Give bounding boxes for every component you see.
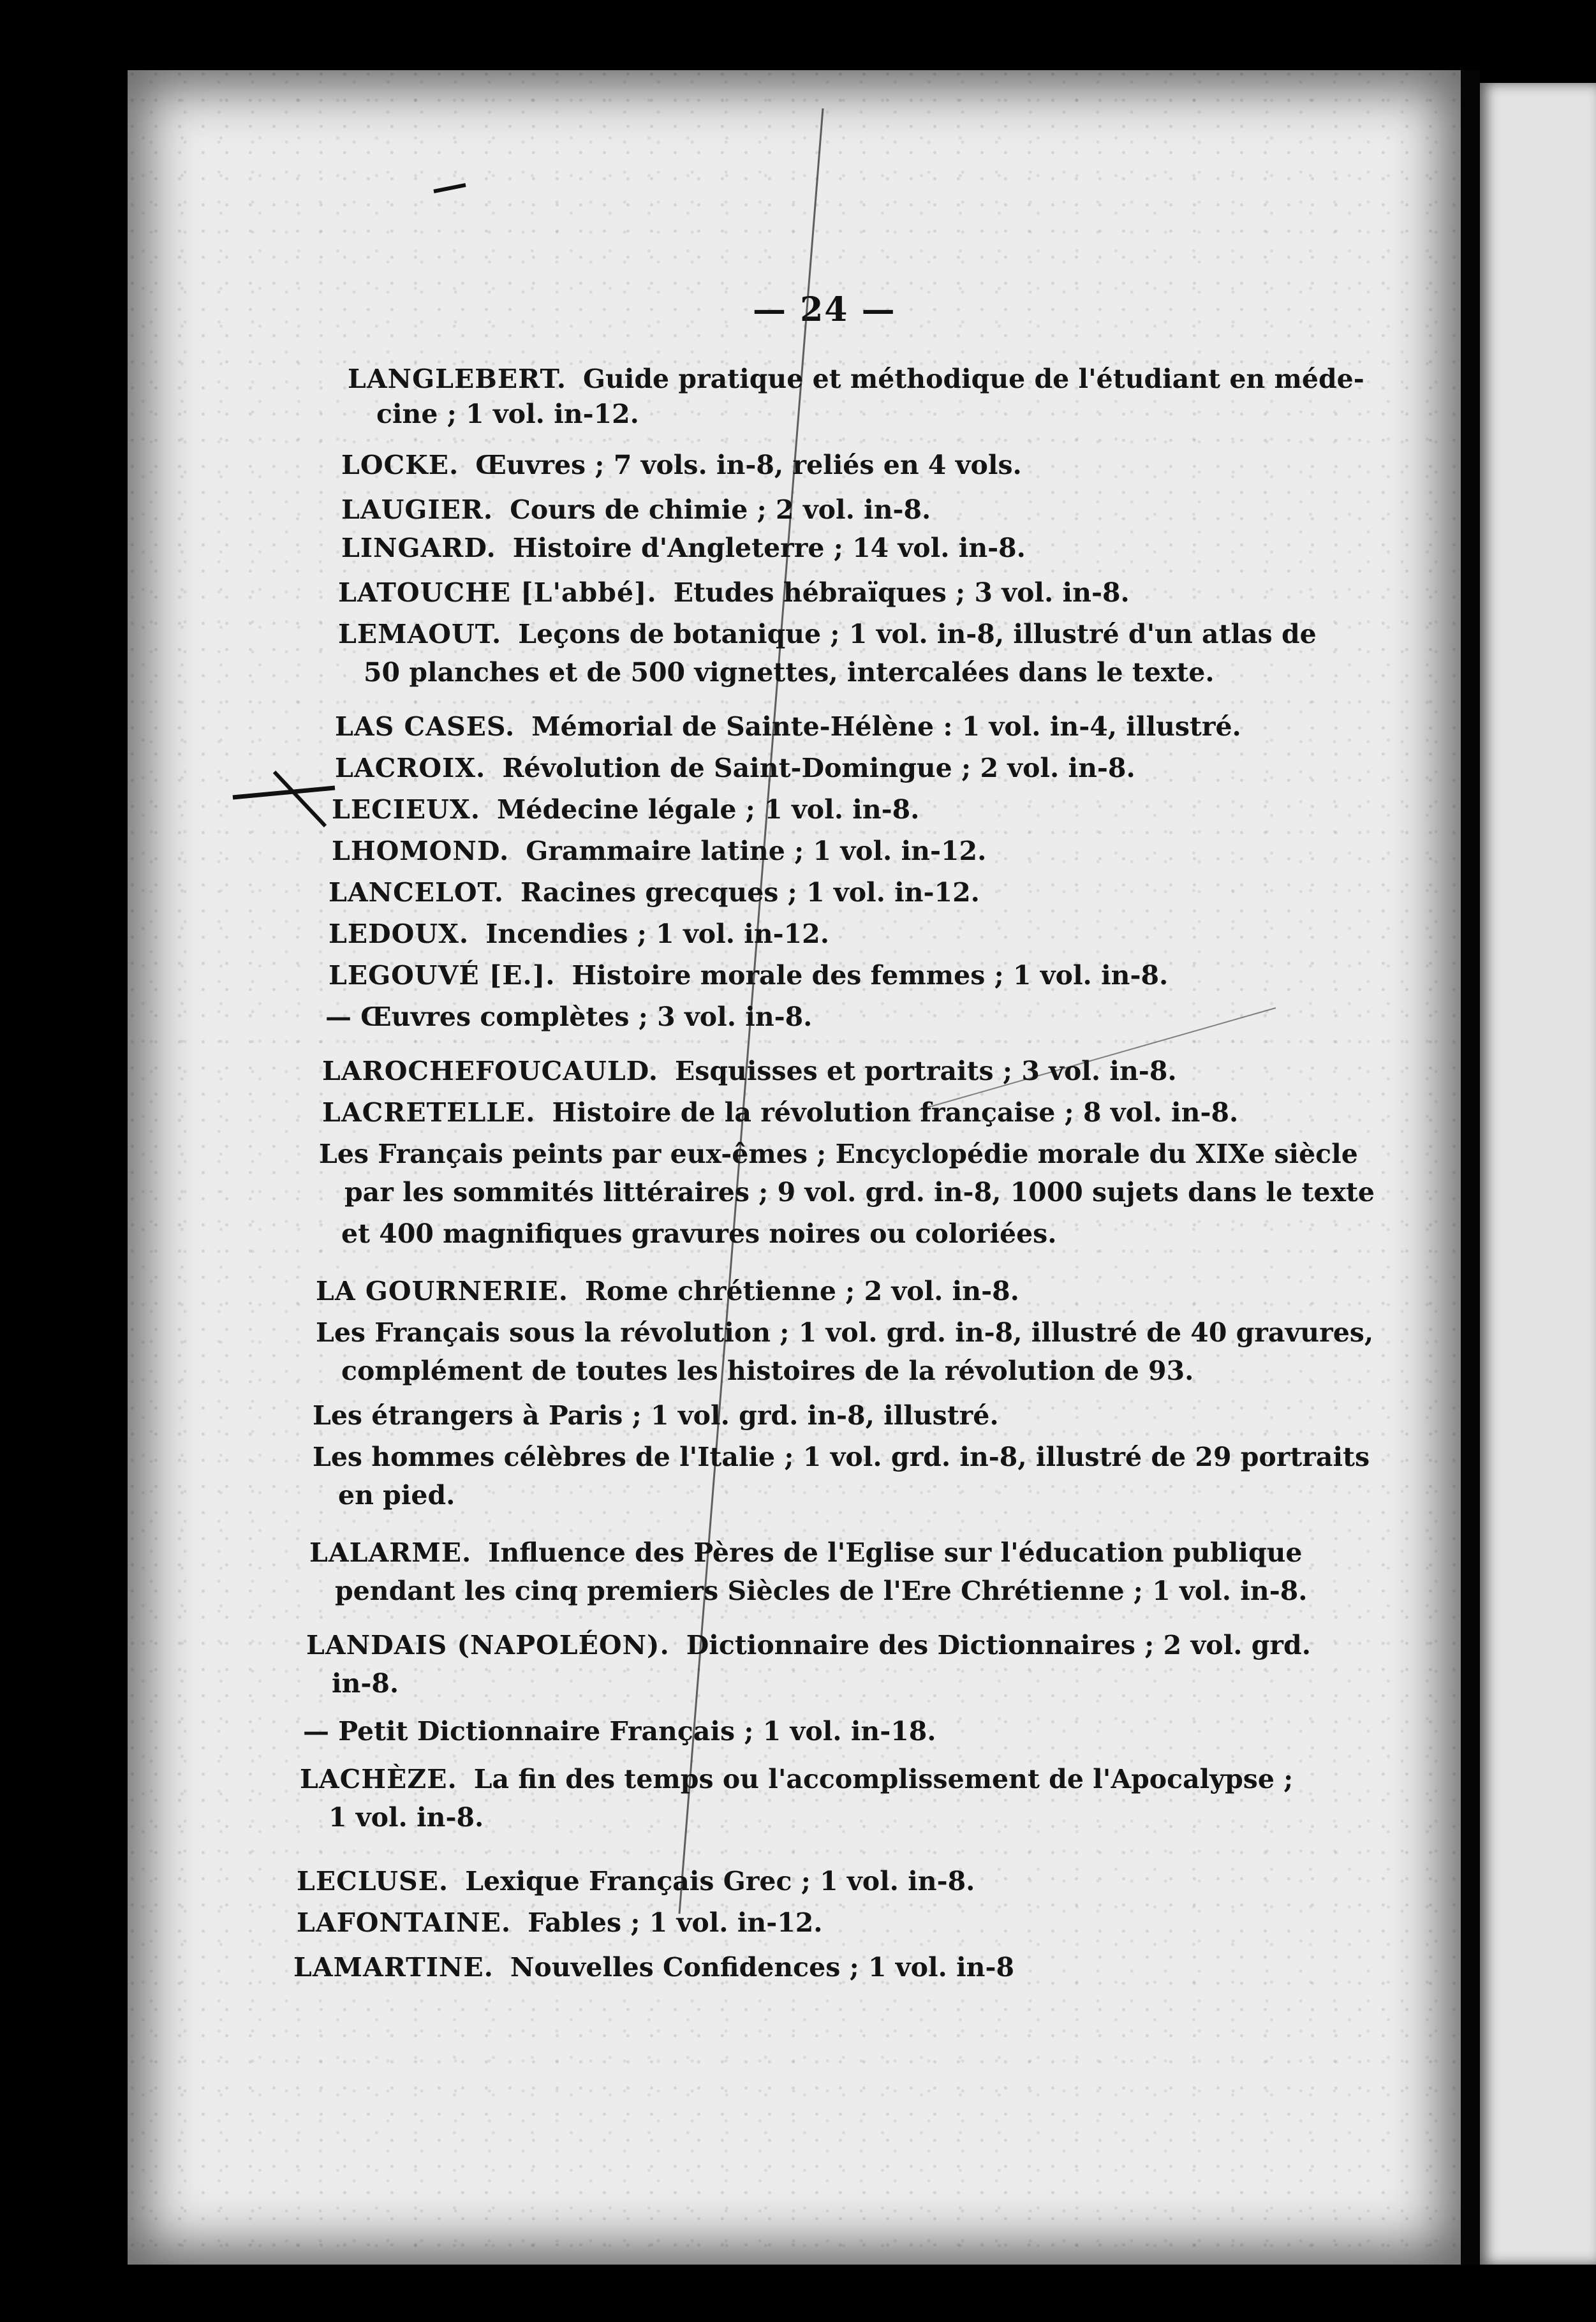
entry-text: Œuvres ; 7 vols. in-8, reliés en 4 vols. bbox=[475, 450, 1022, 480]
entry-latouche bbox=[338, 574, 1130, 611]
entry-lemaout bbox=[338, 616, 1317, 653]
entry-legouve-oeuvres bbox=[325, 998, 812, 1035]
entry-text: Les hommes célèbres de l'Italie ; 1 vol. grd. in-8, illustré de 29 portraits bbox=[313, 1442, 1370, 1472]
entry-text: Les Français sous la révolution ; 1 vol. grd. in-8, illustré de 40 gravures, bbox=[316, 1317, 1374, 1348]
entry-author: LACHÈZE. bbox=[300, 1764, 457, 1794]
entry-text: Grammaire latine ; 1 vol. in-12. bbox=[526, 836, 987, 866]
entry-author: LECLUSE. bbox=[297, 1866, 449, 1897]
entry-author: LACRETELLE. bbox=[322, 1097, 536, 1128]
entry-lancelot bbox=[329, 874, 980, 911]
entry-text: Fables ; 1 vol. in-12. bbox=[528, 1907, 823, 1938]
entry-author: LINGARD. bbox=[341, 533, 496, 563]
entry-text: Les Français peints par eux-êmes ; Encyclopédie morale du XIXe siècle bbox=[319, 1139, 1358, 1169]
entry-ledoux bbox=[329, 915, 829, 952]
entry-continuation: cine ; 1 vol. in-12. bbox=[376, 399, 639, 429]
entry-text: Leçons de botanique ; 1 vol. in-8, illustré d'un atlas de bbox=[518, 619, 1317, 649]
entry-text: — Œuvres complètes ; 3 vol. in-8. bbox=[325, 1002, 813, 1032]
entry-petit-dictionnaire bbox=[303, 1713, 936, 1750]
entry-author: LANDAIS (NAPOLÉON). bbox=[306, 1630, 670, 1660]
entry-text: Nouvelles Confidences ; 1 vol. in-8 bbox=[510, 1952, 1015, 1983]
entry-author: LANCELOT. bbox=[329, 877, 505, 908]
entry-text: Médecine légale ; 1 vol. in-8. bbox=[496, 794, 920, 825]
entry-author: LACROIX. bbox=[335, 753, 486, 783]
entry-las-cases bbox=[335, 708, 1241, 745]
entry-continuation: 50 planches et de 500 vignettes, intercalées dans le texte. bbox=[364, 657, 1215, 688]
entry-author: LANGLEBERT. bbox=[348, 364, 566, 394]
entry-lacretelle bbox=[322, 1094, 1238, 1131]
entry-lafontaine bbox=[297, 1904, 823, 1941]
entry-continuation: et 400 magnifiques gravures noires ou coloriées. bbox=[341, 1218, 1057, 1249]
entry-text: Racines grecques ; 1 vol. in-12. bbox=[521, 877, 980, 908]
entry-author: LAFONTAINE. bbox=[297, 1907, 512, 1938]
entry-lecieux bbox=[332, 791, 919, 828]
entry-author: LAS CASES. bbox=[335, 711, 515, 742]
entry-author: LAROCHEFOUCAULD. bbox=[322, 1056, 659, 1086]
entry-author: LEDOUX. bbox=[329, 919, 469, 949]
entry-lalarme bbox=[309, 1534, 1303, 1571]
entry-continuation: complément de toutes les histoires de la révolution de 93. bbox=[341, 1356, 1194, 1386]
entry-etrangers-paris bbox=[313, 1397, 999, 1434]
entry-author: LOCKE. bbox=[341, 450, 459, 480]
entry-author: LATOUCHE [L'abbé]. bbox=[338, 577, 657, 608]
entry-laugier bbox=[341, 491, 931, 528]
entry-author: LEMAOUT. bbox=[338, 619, 502, 649]
entry-text: Etudes hébraïques ; 3 vol. in-8. bbox=[673, 577, 1130, 608]
entry-text: Esquisses et portraits ; 3 vol. in-8. bbox=[675, 1056, 1177, 1086]
entry-continuation: in-8. bbox=[332, 1668, 399, 1699]
entry-text: Guide pratique et méthodique de l'étudiant en méde- bbox=[582, 364, 1364, 394]
entry-author: LECIEUX. bbox=[332, 794, 480, 825]
entry-lacroix bbox=[335, 750, 1135, 787]
entry-author: LHOMOND. bbox=[332, 836, 510, 866]
entry-author: LAUGIER. bbox=[341, 494, 494, 525]
entry-landais bbox=[306, 1627, 1311, 1664]
entry-langlebert bbox=[348, 360, 1364, 397]
entry-text: Histoire d'Angleterre ; 14 vol. in-8. bbox=[512, 533, 1026, 563]
entry-hommes-celebres bbox=[313, 1438, 1370, 1475]
entry-francais-sous-revolution bbox=[316, 1314, 1373, 1351]
entry-text: — Petit Dictionnaire Français ; 1 vol. in-18. bbox=[303, 1716, 936, 1747]
page-fold-shadow bbox=[1461, 70, 1480, 2265]
entry-text: Histoire morale des femmes ; 1 vol. in-8. bbox=[572, 960, 1169, 991]
entry-lamartine bbox=[293, 1949, 1014, 1986]
entry-author: LALARME. bbox=[309, 1537, 472, 1568]
entry-lacheze bbox=[300, 1761, 1293, 1798]
entry-text: Dictionnaire des Dictionnaires ; 2 vol. grd. bbox=[686, 1630, 1311, 1660]
handwritten-cross-mark bbox=[230, 765, 338, 829]
entry-text: Cours de chimie ; 2 vol. in-8. bbox=[510, 494, 931, 525]
entry-text: Influence des Pères de l'Eglise sur l'éducation publique bbox=[488, 1537, 1303, 1568]
entry-text: Révolution de Saint-Domingue ; 2 vol. in-8. bbox=[502, 753, 1135, 783]
entry-continuation: en pied. bbox=[338, 1480, 455, 1511]
entry-text: Lexique Français Grec ; 1 vol. in-8. bbox=[465, 1866, 975, 1897]
entry-text: Les étrangers à Paris ; 1 vol. grd. in-8, illustré. bbox=[313, 1400, 999, 1431]
entry-author: LAMARTINE. bbox=[293, 1952, 494, 1983]
entry-text: La fin des temps ou l'accomplissement de l'Apocalypse ; bbox=[473, 1764, 1294, 1794]
entry-les-francais-peints bbox=[319, 1135, 1358, 1172]
entry-lingard bbox=[341, 529, 1026, 566]
entry-legouve bbox=[329, 957, 1168, 994]
entry-lhomond bbox=[332, 832, 986, 869]
entry-la-gournerie bbox=[316, 1273, 1019, 1310]
entry-text: Incendies ; 1 vol. in-12. bbox=[485, 919, 829, 949]
entry-continuation: 1 vol. in-8. bbox=[329, 1802, 484, 1833]
entry-continuation: par les sommités littéraires ; 9 vol. grd. in-8, 1000 sujets dans le texte bbox=[344, 1177, 1375, 1208]
entry-text: Rome chrétienne ; 2 vol. in-8. bbox=[584, 1276, 1019, 1306]
entry-locke bbox=[341, 447, 1022, 484]
entry-lecluse bbox=[297, 1863, 975, 1900]
entry-author: LEGOUVÉ [E.]. bbox=[329, 960, 556, 991]
entry-text: Mémorial de Sainte-Hélène : 1 vol. in-4, illustré. bbox=[531, 711, 1241, 742]
page-number: — 24 — bbox=[753, 290, 896, 329]
entry-text: Histoire de la révolution française ; 8 vol. in-8. bbox=[552, 1097, 1239, 1128]
adjacent-page-edge bbox=[1480, 83, 1596, 2265]
entry-larochefoucauld bbox=[322, 1053, 1177, 1090]
entry-author: LA GOURNERIE. bbox=[316, 1276, 568, 1306]
entry-continuation: pendant les cinq premiers Siècles de l'Ere Chrétienne ; 1 vol. in-8. bbox=[335, 1576, 1308, 1606]
